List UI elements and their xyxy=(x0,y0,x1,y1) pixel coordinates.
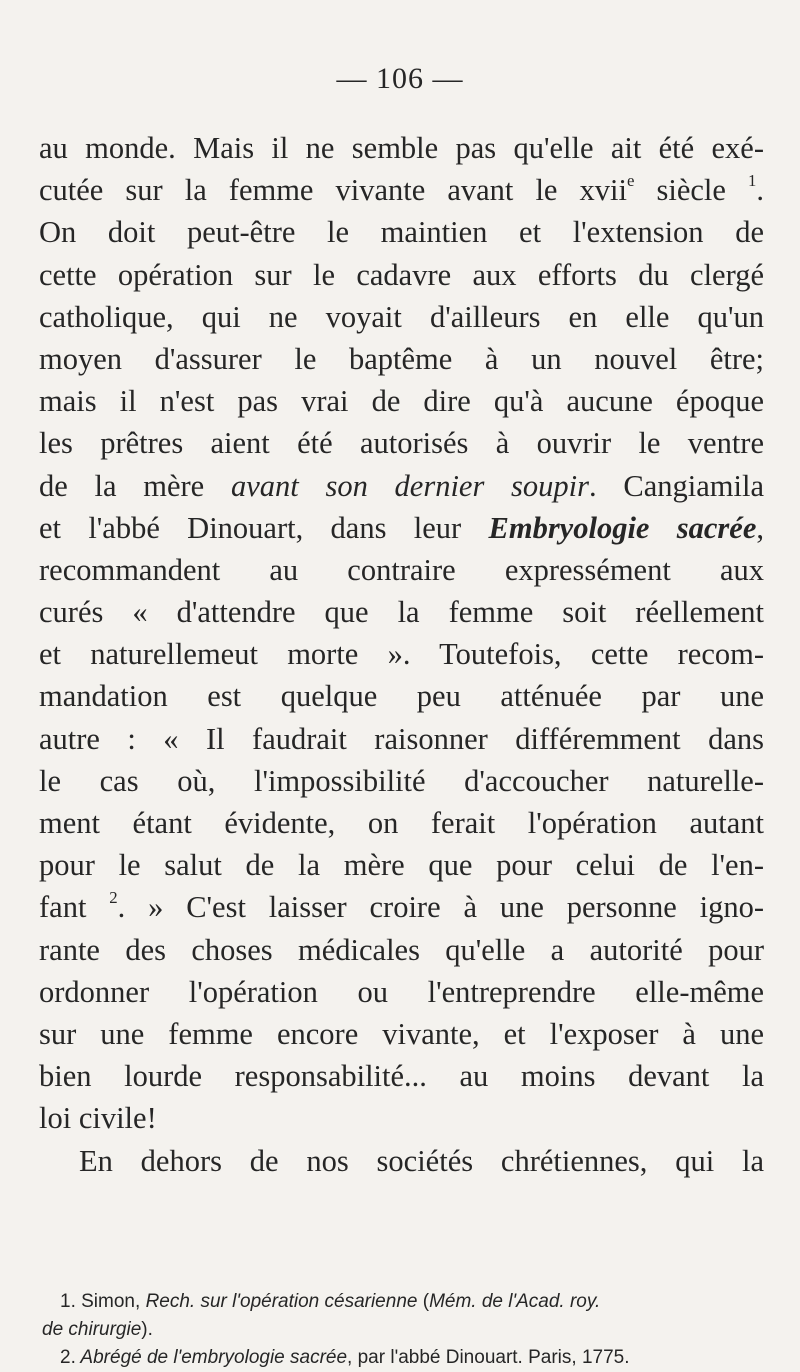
text-run: On doit peut-être le maintien et l'extension de xyxy=(39,215,764,250)
text-line xyxy=(39,844,764,886)
text-run: . » C'est laisser croire à une personne igno- xyxy=(117,890,765,925)
footnote-2 xyxy=(42,1344,767,1372)
text-line xyxy=(39,760,764,802)
text-run: catholique, qui ne voyait d'ailleurs en elle qu'un xyxy=(39,299,764,334)
text-run: et naturellemeut morte ». Toutefois, cette recom- xyxy=(39,637,764,672)
text-line xyxy=(39,886,764,928)
text-line xyxy=(39,971,764,1013)
footnote-number: 1. xyxy=(60,1291,76,1312)
page-number: — 106 — xyxy=(336,62,464,95)
text-run: recommandent au contraire expressément aux xyxy=(39,552,764,587)
body-text xyxy=(39,127,764,1182)
text-run: ment étant évidente, on ferait l'opération autant xyxy=(39,806,764,840)
text-line xyxy=(39,929,764,971)
text-line xyxy=(39,718,764,760)
footnote-number: 2. xyxy=(60,1347,76,1368)
footnote-ref: 2 xyxy=(109,888,118,908)
text-run: au monde. Mais il ne semble pas qu'elle ait été exé- xyxy=(39,131,764,165)
text-line xyxy=(39,254,764,296)
text-line xyxy=(39,591,764,633)
text-run: rante des choses médicales qu'elle a autorité pour xyxy=(39,932,764,967)
text-line xyxy=(39,296,764,338)
text-line xyxy=(39,1140,764,1182)
text-line xyxy=(39,422,764,464)
text-line xyxy=(39,633,764,675)
text-line xyxy=(39,465,764,507)
text-run: cutée sur la femme vivante avant le xvii xyxy=(39,173,627,208)
text-run: et l'abbé Dinouart, dans leur xyxy=(39,510,489,545)
text-run: autre : « Il faudrait raisonner différemment dans xyxy=(39,721,764,756)
text-line xyxy=(39,802,764,844)
text-run: mandation est quelque peu atténuée par une xyxy=(39,679,764,714)
text-run: ordonner l'opération ou l'entreprendre elle-même xyxy=(39,974,764,1009)
footnote-ref: 1 xyxy=(747,170,757,190)
text-run: loi civile! xyxy=(39,1101,157,1136)
text-run: fant xyxy=(39,890,110,925)
italic-run: Abrégé de l'embryologie sacrée xyxy=(75,1347,348,1368)
text-run: le cas où, l'impossibilité d'accoucher naturelle- xyxy=(39,763,764,798)
text-line xyxy=(39,1055,764,1097)
superscript: e xyxy=(626,170,635,190)
italic-run: avant son dernier soupir xyxy=(230,468,590,503)
text-run: bien lourde responsabilité... au moins devant la xyxy=(39,1059,764,1094)
text-line xyxy=(39,1013,764,1055)
footnotes xyxy=(42,1288,767,1372)
text-line xyxy=(39,675,764,717)
text-run: moyen d'assurer le baptême à un nouvel être; xyxy=(39,341,764,376)
text-line xyxy=(39,380,764,422)
text-run: . Cangiamila xyxy=(589,468,764,503)
text-run: les prêtres aient été autorisés à ouvrir le ventre xyxy=(39,426,764,461)
text-run: En dehors de nos sociétés chrétiennes, qui la xyxy=(79,1143,764,1178)
text-run: de la mère xyxy=(39,468,231,503)
italic-run: Mém. de l'Acad. roy. xyxy=(429,1291,601,1312)
text-run: ( xyxy=(417,1291,430,1312)
text-run: cette opération sur le cadavre aux efforts du clergé xyxy=(39,257,764,292)
text-run: , xyxy=(756,510,764,545)
text-run: mais il n'est pas vrai de dire qu'à aucune époque xyxy=(39,384,764,419)
text-run: curés « d'attendre que la femme soit réellement xyxy=(39,595,764,630)
italic-run: Rech. sur l'opération césarienne xyxy=(145,1291,418,1312)
footnote-1 xyxy=(42,1288,767,1316)
italic-run: de chirurgie xyxy=(42,1319,142,1340)
text-line xyxy=(39,211,764,253)
text-run: , par l'abbé Dinouart. Paris, 1775. xyxy=(347,1347,630,1368)
text-line xyxy=(39,127,764,169)
text-run: Simon, xyxy=(75,1291,146,1312)
text-line xyxy=(39,507,764,549)
text-line xyxy=(39,1097,764,1139)
text-run: siècle xyxy=(634,173,748,208)
text-line xyxy=(39,169,764,211)
text-line xyxy=(39,338,764,380)
text-line xyxy=(39,549,764,591)
text-run: pour le salut de la mère que pour celui de l'en- xyxy=(39,848,764,883)
footnote-1-cont xyxy=(42,1316,767,1344)
text-run: ). xyxy=(141,1319,153,1340)
book-title: Embryologie sacrée xyxy=(488,510,757,545)
text-run: sur une femme encore vivante, et l'exposer à une xyxy=(39,1016,764,1051)
text-run: . xyxy=(756,173,764,208)
